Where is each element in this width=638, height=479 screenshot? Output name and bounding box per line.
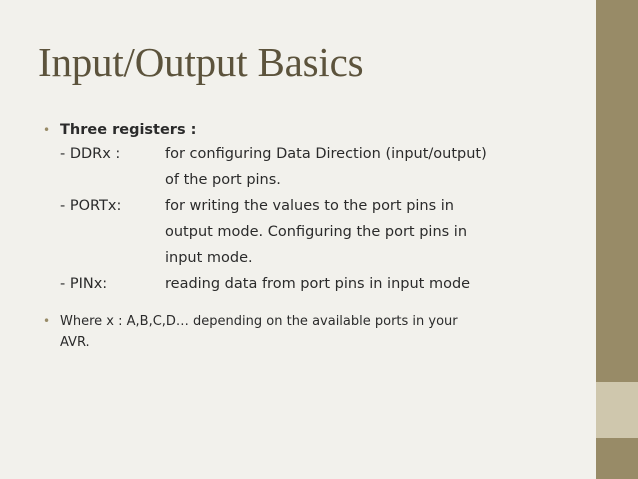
register-desc-line: of the port pins. bbox=[165, 172, 281, 188]
bullet-text-line: AVR. bbox=[60, 335, 90, 350]
register-desc-line: for configuring Data Direction (input/output) bbox=[165, 146, 487, 162]
register-name: - PINx: bbox=[60, 276, 108, 292]
bullet-text bbox=[60, 311, 588, 353]
register-row-pinx bbox=[60, 271, 588, 297]
bullet-dot-icon: • bbox=[43, 314, 51, 328]
slide-title: Input/Output Basics bbox=[38, 39, 364, 85]
slide-body bbox=[43, 120, 588, 353]
bullet-ports-note bbox=[43, 311, 588, 353]
register-description bbox=[165, 141, 588, 193]
register-desc-line: output mode. Configuring the port pins in bbox=[165, 224, 468, 240]
bullet-registers bbox=[43, 120, 588, 297]
register-row-ddrx bbox=[60, 141, 588, 193]
register-desc-line: input mode. bbox=[165, 250, 253, 266]
register-row-portx bbox=[60, 193, 588, 271]
sidebar-accent-block bbox=[596, 382, 638, 438]
bullet-dot-icon: • bbox=[43, 123, 51, 137]
register-description bbox=[165, 193, 588, 271]
register-description bbox=[165, 271, 588, 297]
register-desc-line: for writing the values to the port pins in bbox=[165, 198, 454, 214]
register-name: - PORTx: bbox=[60, 198, 122, 214]
register-name: - DDRx : bbox=[60, 146, 121, 162]
register-desc-line: reading data from port pins in input mode bbox=[165, 276, 471, 292]
bullet-text-line: Where x : A,B,C,D… depending on the available ports in your bbox=[60, 314, 458, 329]
bullet-heading: Three registers : bbox=[60, 122, 197, 138]
